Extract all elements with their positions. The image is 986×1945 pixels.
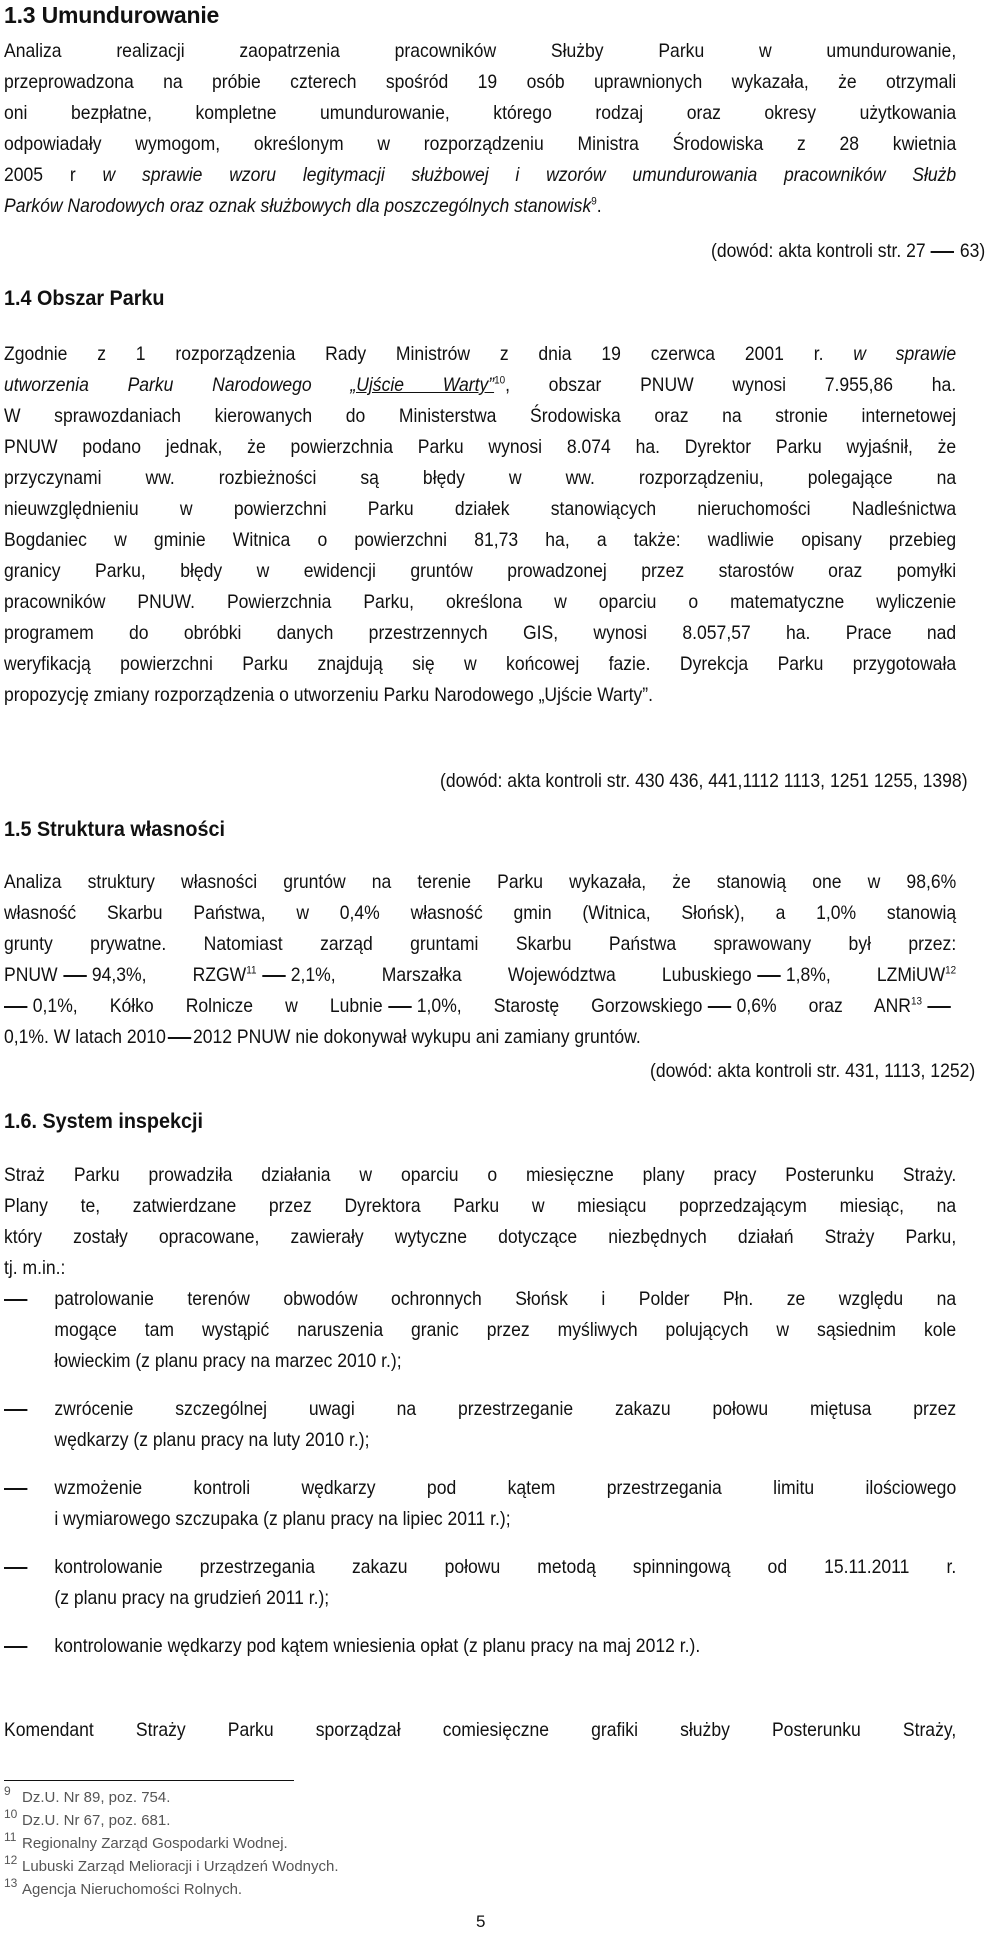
- section-heading-1-4: 1.4 Obszar Parku: [4, 286, 165, 310]
- footnote: 11 Regionalny Zarząd Gospodarki Wodnej.: [4, 1830, 288, 1852]
- text-line: Komendant Straży Parku sporządzał comiesięczne grafiki służby Posterunku Straży,: [4, 1719, 957, 1741]
- text-line: granicy Parku, błędy w ewidencji gruntów prowadzonej przez starostów oraz pomyłki: [4, 560, 957, 582]
- text-line: programem do obróbki danych przestrzennych GIS, wynosi 8.057,57 ha. Prace nad: [4, 622, 957, 644]
- text-line: Bogdaniec w gminie Witnica o powierzchni 81,73 ha, a także: wadliwie opisany przebieg: [4, 529, 957, 551]
- section-heading-1-6: 1.6. System inspekcji: [4, 1109, 204, 1133]
- text-line: PNUW 94,3%, RZGW$^{11}$ 2,1%, Marszałka Województwa Lubuskiego 1,8%, LZMiUW$^{12}$: [4, 964, 957, 986]
- text-line: PNUW podano jednak, że powierzchnia Parku wynosi 8.074 ha. Dyrektor Parku wyjaśnił, że: [4, 436, 957, 458]
- inspection-list: [4, 1284, 956, 1679]
- text-line: pracowników PNUW. Powierzchnia Parku, określona w oparciu o matematyczne wyliczenie: [4, 591, 957, 613]
- footnote-separator: [4, 1780, 294, 1781]
- section-heading-1-3: 1.3 Umundurowanie: [4, 2, 220, 28]
- paragraph-inspection: [4, 1160, 956, 1284]
- text-line: 0,1%, Kółko Rolnicze w Lubnie 1,0%, Starostę Gorzowskiego 0,6% oraz ANR$^{13}$: [4, 991, 956, 1022]
- text-line: Straż Parku prowadziła działania w oparciu o miesięczne plany pracy Posterunku Straży.: [4, 1164, 957, 1186]
- list-item: kontrolowanie przestrzegania zakazu połowu metodą spinningową od 15.11.2011 r. (z planu pracy na grudzień 2011 r.);: [4, 1552, 956, 1614]
- text-line: 2005 r w sprawie wzoru legitymacji służbowej i wzorów umundurowania pracowników Służb: [4, 164, 957, 186]
- text-line: W sprawozdaniach kierowanych do Ministerstwa Środowiska oraz na stronie internetowej: [4, 405, 957, 427]
- text-line: Analiza struktury własności gruntów na terenie Parku wykazała, że stanowią one w 98,6%: [4, 871, 957, 893]
- text-line: odpowiadały wymogom, określonym w rozporządzeniu Ministra Środowiska z 28 kwietnia: [4, 133, 957, 155]
- list-item: patrolowanie terenów obwodów ochronnych Słońsk i Polder Płn. ze względu na mogące tam wystąpić naruszenia granic przez myśliwych polujących w sąsiednim kole łowieckim (z planu pracy na marzec 2010 r.);: [4, 1284, 956, 1377]
- paragraph-continued: [4, 1715, 956, 1746]
- text-line: Analiza realizacji zaopatrzenia pracowników Służby Parku w umundurowanie,: [4, 40, 957, 62]
- list-item: wzmożenie kontroli wędkarzy pod kątem przestrzegania limitu ilościowego i wymiarowego szczupaka (z planu pracy na lipiec 2011 r.);: [4, 1473, 956, 1535]
- text-line: oni bezpłatne, kompletne umundurowanie, którego rodzaj oraz okresy użytkowania: [4, 102, 957, 124]
- text-line: nieuwzględnieniu w powierzchni Parku działek stanowiących nieruchomości Nadleśnictwa: [4, 498, 957, 520]
- text-line: propozycję zmiany rozporządzenia o utworzeniu Parku Narodowego „Ujście Warty”.: [4, 684, 653, 706]
- footnote: 13 Agencja Nieruchomości Rolnych.: [4, 1876, 243, 1898]
- text-line: Zgodnie z 1 rozporządzenia Rady Ministrów z dnia 19 czerwca 2001 r. w sprawie: [4, 343, 957, 365]
- text-line: utworzenia Parku Narodowego „Ujście Warty”$^{10}$, obszar PNUW wynosi 7.955,86 ha.: [4, 374, 957, 396]
- text-line: Plany te, zatwierdzane przez Dyrektora Parku w miesiącu poprzedzającym miesiąc, na: [4, 1195, 957, 1217]
- text-line: 0,1%. W latach 2010 2012 PNUW nie dokonywał wykupu ani zamiany gruntów.: [4, 1026, 641, 1048]
- evidence-note: (dowód: akta kontroli str. 431, 1113, 1252): [649, 1060, 975, 1082]
- list-item: kontrolowanie wędkarzy pod kątem wniesienia opłat (z planu pracy na maj 2012 r.).: [4, 1631, 956, 1662]
- text-line: własność Skarbu Państwa, w 0,4% własność gmin (Witnica, Słońsk), a 1,0% stanowią: [4, 902, 957, 924]
- text-line: grunty prywatne. Natomiast zarząd gruntami Skarbu Państwa sprawowany był przez:: [4, 933, 957, 955]
- evidence-note: (dowód: akta kontroli str. 430 436, 441,1112 1113, 1251 1255, 1398): [439, 770, 968, 792]
- footnote: 9 Dz.U. Nr 89, poz. 754.: [4, 1784, 171, 1806]
- text-line: przeprowadzona na próbie czterech spośród 19 osób uprawnionych wykazała, że otrzymali: [4, 71, 957, 93]
- list-item: zwrócenie szczególnej uwagi na przestrzeganie zakazu połowu miętusa przez wędkarzy (z planu pracy na luty 2010 r.);: [4, 1394, 956, 1456]
- footnote: 12 Lubuski Zarząd Melioracji i Urządzeń Wodnych.: [4, 1853, 339, 1875]
- text-line: przyczynami ww. rozbieżności są błędy w ww. rozporządzeniu, polegające na: [4, 467, 957, 489]
- page-number: 5: [476, 1912, 486, 1931]
- paragraph-uniform: [4, 36, 956, 222]
- text-line: tj. m.in.:: [4, 1257, 66, 1279]
- text-line: weryfikacją powierzchni Parku znajdują się w końcowej fazie. Dyrekcja Parku przygotowała: [4, 653, 957, 675]
- paragraph-area: [4, 339, 956, 711]
- section-heading-1-5: 1.5 Struktura własności: [4, 817, 225, 841]
- text-line: który zostały opracowane, zawierały wytyczne dotyczące niezbędnych działań Straży Parku,: [4, 1226, 957, 1248]
- footnote-ref: 9: [591, 195, 597, 208]
- paragraph-ownership: [4, 867, 956, 1053]
- text-line: Parków Narodowych oraz oznak służbowych dla poszczególnych stanowisk$^9$.: [4, 195, 602, 217]
- evidence-note: (dowód: akta kontroli str. 27 63): [711, 240, 986, 262]
- footnote: 10 Dz.U. Nr 67, poz. 681.: [4, 1807, 171, 1829]
